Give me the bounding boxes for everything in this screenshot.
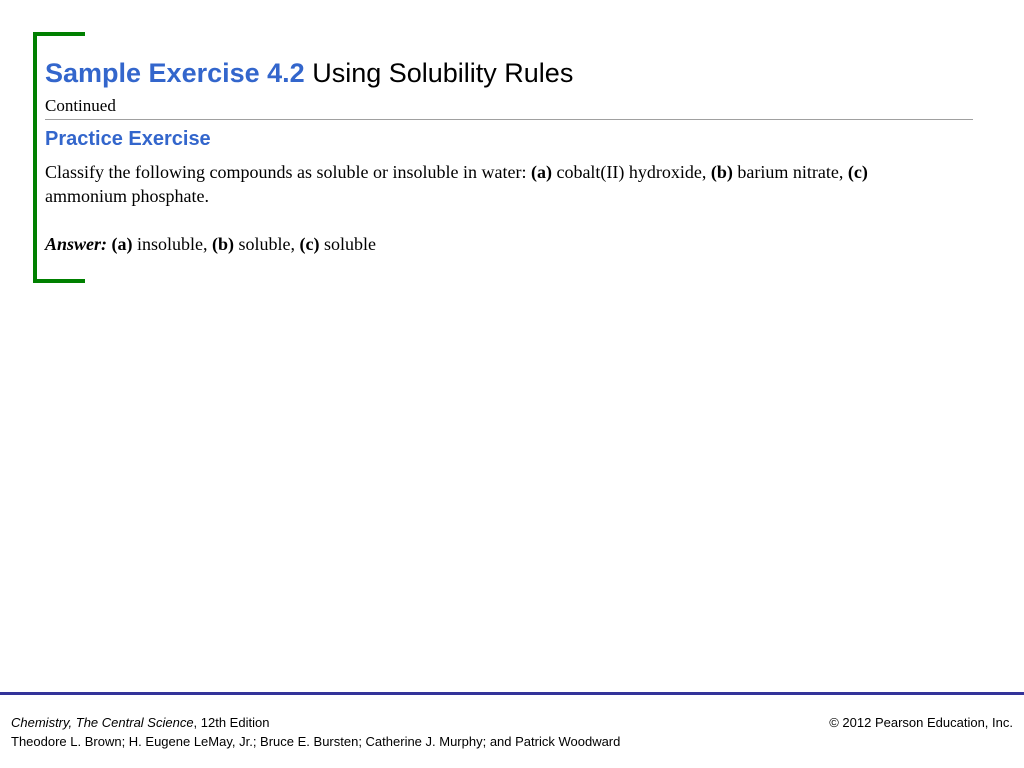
section-heading: Practice Exercise (45, 128, 211, 150)
answer-label: Answer: (45, 234, 108, 254)
footer-citation (11, 713, 620, 751)
question-part-3: barium nitrate, (732, 162, 848, 182)
answer-label-a: (a) (111, 234, 133, 254)
footer-authors: Theodore L. Brown; H. Eugene LeMay, Jr.; Bruce E. Bursten; Catherine J. Murphy; and Patrick Woodward (11, 734, 621, 749)
question-part-4: ammonium phosphate. (45, 186, 209, 206)
footer-edition: , 12th Edition (193, 715, 270, 730)
question-label-b: (b) (710, 162, 733, 182)
answer-b: soluble, (234, 234, 300, 254)
answer-label-c: (c) (299, 234, 320, 254)
footer-copyright: © 2012 Pearson Education, Inc. (829, 715, 1013, 730)
question-text (45, 160, 895, 208)
footer-book-title: Chemistry, The Central Science (11, 715, 194, 730)
question-part-1: Classify the following compounds as soluble or insoluble in water: (45, 162, 531, 182)
footer-book-line (11, 713, 620, 732)
question-label-c: (c) (847, 162, 868, 182)
answer-a: insoluble, (132, 234, 213, 254)
footer-divider (0, 692, 1024, 695)
question-label-a: (a) (530, 162, 552, 182)
title-exercise-number: Sample Exercise 4.2 (45, 58, 305, 88)
title-divider (45, 119, 973, 120)
question-part-2: cobalt(II) hydroxide, (551, 162, 711, 182)
title-topic: Using Solubility Rules (312, 58, 574, 88)
answer-c: soluble (319, 234, 376, 254)
continued-label: Continued (45, 96, 116, 115)
answer-label-b: (b) (212, 234, 235, 254)
answer-text (45, 232, 376, 256)
slide-title (45, 58, 573, 89)
